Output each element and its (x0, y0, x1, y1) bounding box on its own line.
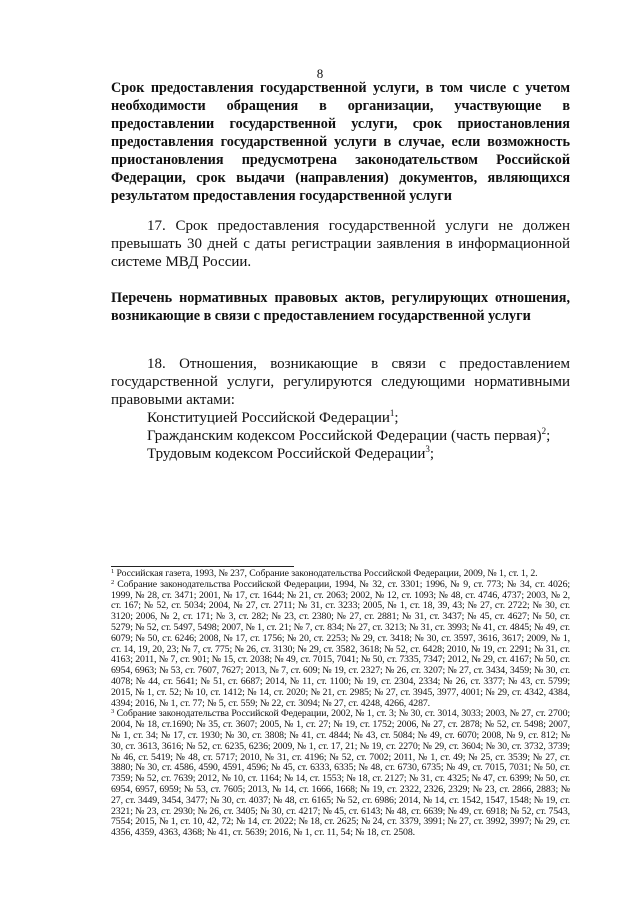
footnote-marker: 2 (111, 578, 115, 586)
footnote-ref[interactable]: 1 (389, 408, 395, 418)
footnote-ref[interactable]: 3 (425, 444, 430, 454)
section-heading-service-term-text: Срок предоставления государственной услуги, в том числе с учетом необходимости обращения в организации, участвующие в предоставлении государственной услуги, срок приостановления предоставления государственной услуги в случае, если возможность приостановления предусмотрена законодательством Российской Федерации, срок выдачи (направления) документов, являющихся результатом предоставления государственной услуги (111, 80, 570, 204)
footnote-3 (111, 709, 570, 839)
footnote-2 (111, 580, 570, 710)
legal-act-text: Гражданским кодексом Российской Федерации (часть первая) (147, 428, 542, 444)
footnote-marker: 1 (111, 568, 115, 575)
section-heading-service-term (111, 79, 570, 205)
legal-act-labor-code (111, 445, 570, 463)
legal-act-civil-code (111, 427, 570, 445)
footnotes (111, 569, 570, 839)
footnote-text: Собрание законодательства Российской Федерации, 2002, № 1, ст. 3; № 30, ст. 3014, 3033; 2003, № 27, ст. 2700; 2004, № 18, ст.1690; № 35, ст. 3607; 2005, № 1, ст. 27; № 19, ст. 1752; 2006, № 27, ст. 2878; № 52, ст. 5498; 2007, № 1, ст. 34; № 17, ст. 1930; № 30, ст. 3808; № 41, ст. 4844; № 43, ст. 5084; № 49, ст. 6070; 2008, № 9, ст. 812; № 30, ст. 3613, 3616; № 52, ст. 6235, 6236; 2009, № 1, ст. 17, 21; № 19, ст. 2270; № 29, ст. 3604; № 30, ст. 3732, 3739; № 46, ст. 5419; № 48, ст. 5717; 2010, № 31, ст. 4196; № 52, ст. 7002; 2011, № 1, ст. 49; № 25, ст. 3539; № 27, ст. 3880; № 30, ст. 4586, 4590, 4591, 4596; № 45, ст. 6333, 6335; № 48, ст. 6730, 6735; № 49, ст. 7015, 7031; № 50, ст. 7359; № 52, ст. 7639; 2012, № 10, ст. 1164; № 14, ст. 1553; № 18, ст. 2127; № 31, ст. 4325; № 47, ст. 6399; № 50, ст. 6954, 6957, 6959; № 53, ст. 7605; 2013, № 14, ст. 1666, 1668; № 19, ст. 2322, 2326, 2329; № 23, ст. 2866, 2883; № 27, ст. 3449, 3454, 3477; № 30, ст. 4037; № 48, ст. 6165; № 52, ст. 6986; 2014, № 14, ст. 1542, 1547, 1548; № 19, ст. 2321; № 23, ст. 2930; № 26, ст. 3405; № 30, ст. 4217; № 45, ст. 6143; № 48, ст. 6639; № 49, ст. 6918; № 52, ст. 7543, 7554; 2015, № 1, ст. 10, 42, 72; № 14, ст. 2022; № 18, ст. 2625; № 24, ст. 3379, 3991; № 27, ст. 3992, 3997; № 29, ст. 4356, 4359, 4363, 4368; № 41, ст. 5639; 2016, № 1, ст. 11, 54; № 18, ст. 2508. (111, 708, 570, 839)
footnote-ref[interactable]: 2 (541, 426, 547, 436)
legal-act-constitution (111, 409, 570, 427)
legal-act-punct: ; (546, 428, 551, 444)
legal-act-punct: ; (394, 410, 399, 426)
footnote-separator (111, 566, 294, 567)
legal-act-text: Конституцией Российской Федерации (147, 410, 390, 426)
paragraph-18 (111, 355, 570, 463)
paragraph-17-text: 17. Срок предоставления государственной услуги не должен превышать 30 дней с даты регистрации заявления в информационной системе МВД России. (111, 218, 570, 270)
legal-act-punct: ; (429, 446, 435, 462)
paragraph-17 (111, 217, 570, 271)
footnote-text: Российская газета, 1993, № 237, Собрание законодательства Российской Федерации, 2009, № 1, ст. 1, 2. (116, 568, 538, 579)
page-number: 8 (316, 66, 324, 81)
footnote-marker: 3 (111, 708, 115, 716)
paragraph-18-intro: 18. Отношения, возникающие в связи с предоставлением государственной услуги, регулируются следующими нормативными правовыми актами: (111, 356, 570, 408)
legal-act-text: Трудовым кодексом Российской Федерации (147, 446, 426, 462)
section-heading-legal-acts-text: Перечень нормативных правовых актов, регулирующих отношения, возникающие в связи с предоставлением государственной услуги (111, 290, 570, 324)
footnote-text: Собрание законодательства Российской Федерации, 1994, № 32, ст. 3301; 1996, № 9, ст. 773; № 34, ст. 4026; 1999, № 28, ст. 3471; 2001, № 17, ст. 1644; № 21, ст. 2063; 2002, № 12, ст. 1093; № 48, ст. 4746, 4737; 2003, № 2, ст. 167; № 52, ст. 5034; 2004, № 27, ст. 2711; № 31, ст. 3233; 2005, № 1, ст. 18, 39, 43; № 27, ст. 2722; № 30, ст. 3120; 2006, № 2, ст. 171; № 3, ст. 282; № 23, ст. 2380; № 27, ст. 2881; № 31, ст. 3437; № 45, ст. 4627; № 50, ст. 5279; № 52, ст. 5497, 5498; 2007, № 1, ст. 21; № 7, ст. 834; № 27, ст. 3213; № 31, ст. 3993; № 41, ст. 4845; № 49, ст. 6079; № 50, ст. 6246; 2008, № 17, ст. 1756; № 20, ст. 2253; № 29, ст. 3418; № 30, ст. 3597, 3616, 3617; 2009, № 1, ст. 14, 19, 20, 23; № 7, ст. 775; № 26, ст. 3130; № 29, ст. 3582, 3618; № 52, ст. 6428; 2010, № 19, ст. 2291; № 31, ст. 4163; 2011, № 7, ст. 901; № 15, ст. 2038; № 49, ст. 7015, 7041; № 50, ст. 7335, 7347; 2012, № 29, ст. 4167; № 50, ст. 6954, 6963; № 53, ст. 7607, 7627; 2013, № 7, ст. 609; № 19, ст. 2327; № 26, ст. 3207; № 27, ст. 3434, 3459; № 30, ст. 4078; № 44, ст. 5641; № 51, ст. 6687; 2014, № 11, ст. 1100; № 19, ст. 2304, 2334; № 26, ст. 3377; № 43, ст. 5799; 2015, № 1, ст. 52; № 10, ст. 1412; № 14, ст. 2020; № 21, ст. 2985; № 27, ст. 3945, 3977, 4001; № 29, ст. 4342, 4384, 4394; 2016, № 1, ст. 77; № 5, ст. 559; № 22, ст. 3094; № 27, ст. 4248, 4266, 4287. (111, 578, 570, 709)
section-heading-legal-acts (111, 289, 570, 325)
